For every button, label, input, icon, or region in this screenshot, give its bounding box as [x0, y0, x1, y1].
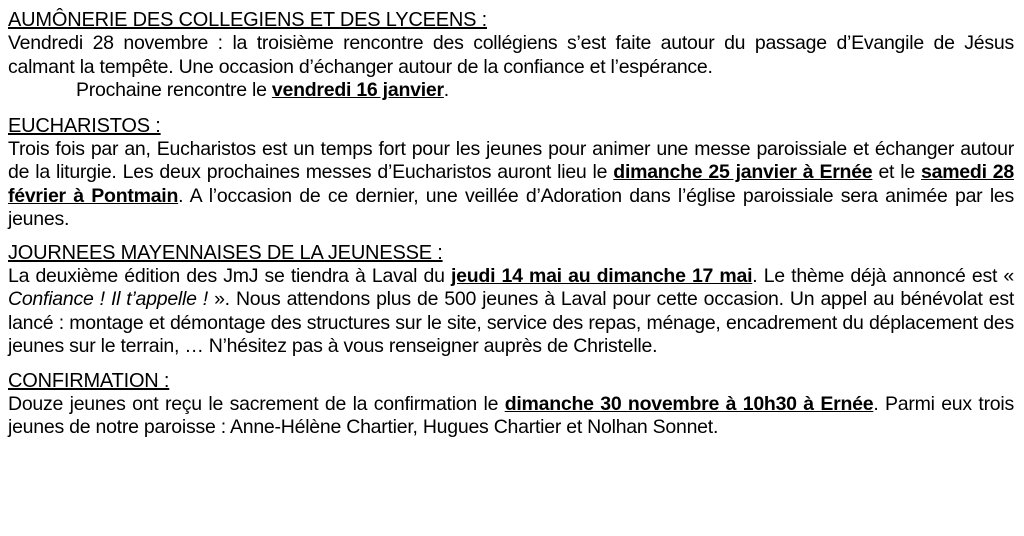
date-highlight: vendredi 16 janvier — [271, 79, 444, 101]
text-run: ». Nous attendons plus de 500 jeunes à Laval pour cette occasion. Un appel au bénévolat est lancé : montage et démontage des structures sur le site, service des repas, ménage, encadrement du déplacement des jeunes sur le terrain, … N’hésitez pas à vous renseigner auprès de Christelle. — [8, 288, 1015, 357]
text-run: . — [443, 79, 449, 101]
section-aumonerie — [8, 8, 1014, 103]
text-run: Prochaine rencontre le — [76, 79, 272, 101]
section-confirmation — [8, 369, 1014, 440]
text-run: . A l’occasion de ce dernier, une veillée d’Adoration dans l’église paroissiale sera animée par les jeunes. — [8, 184, 1015, 230]
text-run: . Parmi eux trois jeunes de notre paroisse : Anne-Hélène Chartier, Hugues Chartier et Nolhan Sonnet. — [8, 392, 1014, 438]
text-run: . Le thème déjà annoncé est « — [752, 264, 1015, 287]
section-paragraph: Vendredi 28 novembre : la troisième rencontre des collégiens s’est faite autour du passage d’Evangile de Jésus calmant la tempête. Une occasion d’échanger autour de la confiance et l’espérance. — [8, 32, 1014, 78]
date-highlight: samedi 28 février à Pontmain — [8, 161, 1014, 207]
section-heading: CONFIRMATION : — [8, 369, 170, 392]
theme-quote: Confiance ! Il t’appelle ! — [8, 288, 208, 310]
section-paragraph — [8, 138, 1014, 232]
section-heading: JOURNEES MAYENNAISES DE LA JEUNESSE : — [8, 241, 443, 264]
date-highlight: dimanche 30 novembre à 10h30 à Ernée — [504, 392, 874, 415]
section-heading: EUCHARISTOS : — [8, 114, 161, 137]
next-meeting-line — [8, 79, 1014, 103]
date-highlight: dimanche 25 janvier à Ernée — [613, 161, 873, 183]
section-eucharistos — [8, 114, 1014, 232]
section-journees — [8, 241, 1014, 359]
text-run: Douze jeunes ont reçu le sacrement de la confirmation le — [8, 392, 505, 415]
section-paragraph — [8, 393, 1014, 440]
text-run: La deuxième édition des JmJ se tiendra à Laval du — [8, 264, 451, 287]
text-run: Trois fois par an, Eucharistos est un temps fort pour les jeunes pour animer une messe paroissiale et échanger autour de la liturgie. Les deux prochaines messes d’Eucharistos auront lieu le — [8, 137, 1014, 183]
date-highlight: jeudi 14 mai au dimanche 17 mai — [451, 264, 753, 287]
section-heading: AUMÔNERIE DES COLLEGIENS ET DES LYCEENS : — [8, 9, 487, 31]
section-paragraph — [8, 265, 1014, 359]
text-run: et le — [872, 161, 922, 183]
